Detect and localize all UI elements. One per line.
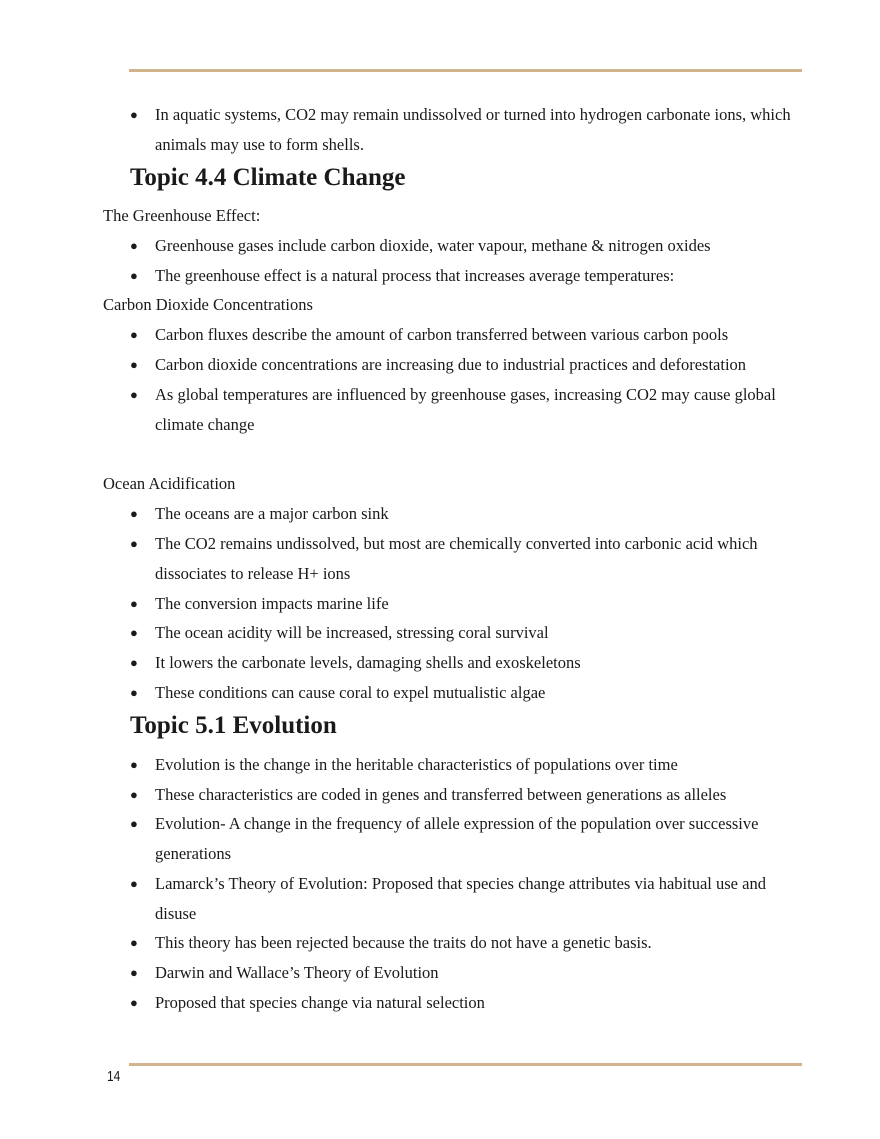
bullet-icon: ● (130, 787, 138, 802)
list-item-text: Evolution- A change in the frequency of allele expression of the population over successive generations (155, 814, 759, 863)
list-item (130, 678, 810, 708)
list-item-text: Lamarck’s Theory of Evolution: Proposed that species change attributes via habitual use and disuse (155, 874, 766, 923)
list-item (130, 231, 810, 261)
bullet-icon: ● (130, 935, 138, 950)
bullet-icon: ● (130, 685, 138, 700)
list-item (130, 869, 810, 929)
list-item (130, 618, 810, 648)
bullet-icon: ● (130, 965, 138, 980)
bullet-icon: ● (130, 238, 138, 253)
list-item (130, 261, 810, 291)
list-item (130, 320, 810, 350)
subsection-label-ocean-acidification: Ocean Acidification (103, 474, 236, 493)
list-item-text: Proposed that species change via natural selection (155, 993, 485, 1012)
bullet-icon: ● (130, 876, 138, 891)
list-item-text: Greenhouse gases include carbon dioxide, water vapour, methane & nitrogen oxides (155, 236, 711, 255)
list-item-text: It lowers the carbonate levels, damaging shells and exoskeletons (155, 653, 581, 672)
page-number: 14 (107, 1068, 121, 1085)
subsection-label-greenhouse: The Greenhouse Effect: (103, 206, 261, 225)
list-item-text: Carbon fluxes describe the amount of carbon transferred between various carbon pools (155, 325, 729, 344)
list-item-text: The CO2 remains undissolved, but most are chemically converted into carbonic acid which dissociates to release H+ ions (155, 534, 758, 583)
list-item (130, 529, 810, 589)
list-item (130, 350, 810, 380)
bullet-icon: ● (130, 387, 138, 402)
list-item (130, 499, 810, 529)
list-item (130, 780, 810, 810)
list-item (130, 809, 810, 869)
list-item-text: In aquatic systems, CO2 may remain undissolved or turned into hydrogen carbonate ions, which animals may use to form shells. (155, 105, 791, 154)
bullet-icon: ● (130, 995, 138, 1010)
list-item-text: The greenhouse effect is a natural process that increases average temperatures: (155, 266, 675, 285)
list-item (130, 928, 810, 958)
list-item (130, 380, 810, 440)
footer-rule (129, 1063, 802, 1066)
list-item-text: These conditions can cause coral to expel mutualistic algae (155, 683, 546, 702)
list-item-text: Darwin and Wallace’s Theory of Evolution (155, 963, 439, 982)
list-item-text: The ocean acidity will be increased, stressing coral survival (155, 623, 549, 642)
bullet-icon: ● (130, 655, 138, 670)
bullet-icon: ● (130, 107, 138, 122)
list-item (130, 750, 810, 780)
bullet-icon: ● (130, 506, 138, 521)
list-item-text: The oceans are a major carbon sink (155, 504, 389, 523)
bullet-icon: ● (130, 268, 138, 283)
section-heading-climate-change: Topic 4.4 Climate Change (130, 164, 406, 191)
list-item-text: These characteristics are coded in genes and transferred between generations as alleles (155, 785, 727, 804)
bullet-icon: ● (130, 816, 138, 831)
list-item (130, 988, 810, 1018)
subsection-label-carbon-dioxide: Carbon Dioxide Concentrations (103, 295, 313, 314)
list-item-text: As global temperatures are influenced by greenhouse gases, increasing CO2 may cause global climate change (155, 385, 776, 434)
bullet-icon: ● (130, 327, 138, 342)
bullet-icon: ● (130, 757, 138, 772)
list-item (130, 100, 810, 160)
section-heading-evolution: Topic 5.1 Evolution (130, 712, 337, 739)
list-item (130, 589, 810, 619)
bullet-icon: ● (130, 357, 138, 372)
list-item-text: Carbon dioxide concentrations are increasing due to industrial practices and deforestation (155, 355, 747, 374)
header-rule (129, 69, 802, 72)
bullet-icon: ● (130, 625, 138, 640)
list-item (130, 958, 810, 988)
bullet-icon: ● (130, 596, 138, 611)
list-item (130, 648, 810, 678)
list-item-text: The conversion impacts marine life (155, 594, 389, 613)
bullet-icon: ● (130, 536, 138, 551)
list-item-text: Evolution is the change in the heritable characteristics of populations over time (155, 755, 678, 774)
list-item-text: This theory has been rejected because the traits do not have a genetic basis. (155, 933, 652, 952)
